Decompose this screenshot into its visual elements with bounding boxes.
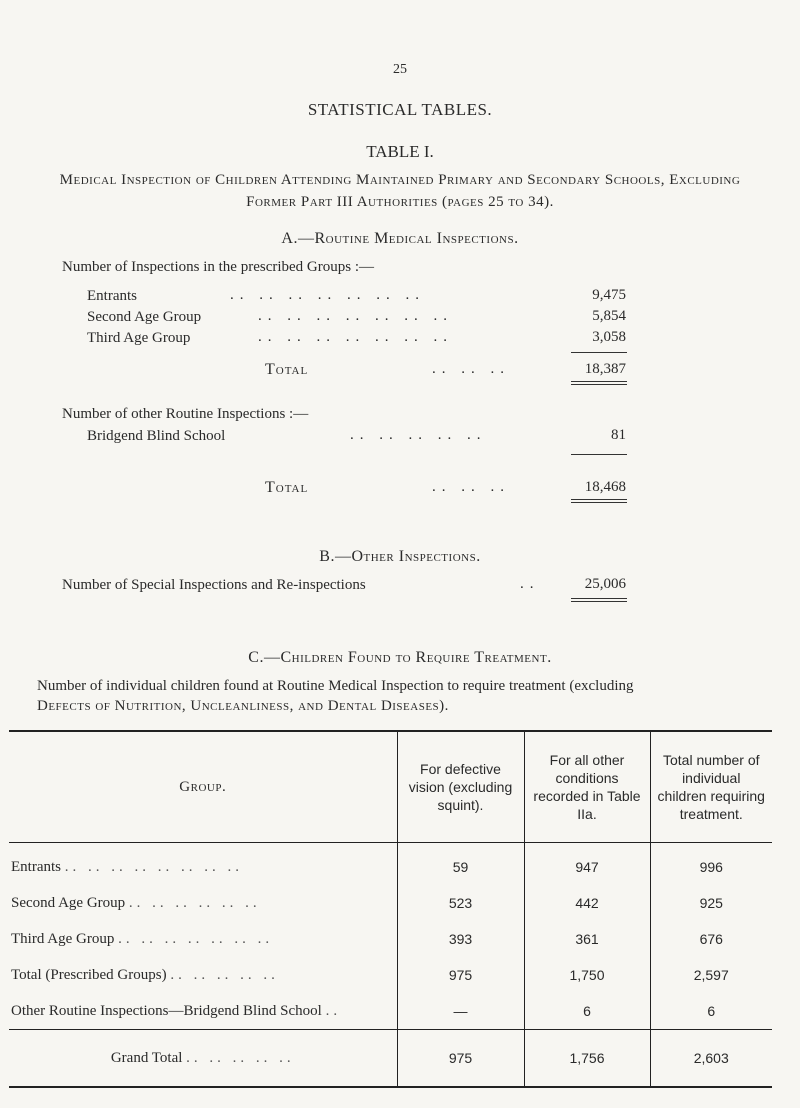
double-rule [571, 598, 627, 602]
cell-vision: 393 [397, 921, 524, 957]
row-group-label: Grand Total [110, 1049, 183, 1066]
section-c-desc-line1: Number of individual children found at Routine Medical Inspection to require treatment (excluding [37, 678, 634, 694]
cell-vision: 975 [397, 957, 524, 993]
table-subtitle-line2: Former Part III Authorities (pages 25 to 34). [246, 194, 554, 210]
leader-dots: .. .. .. [432, 361, 510, 377]
other-label-bridgend: Bridgend Blind School [87, 428, 226, 444]
leader-dots: .. .. .. .. .. .. .. [230, 287, 425, 303]
special-inspections-value: 25,006 [584, 576, 626, 592]
table-title: TABLE I. [366, 142, 434, 161]
section-c-title: C.—Children Found to Require Treatment. [248, 649, 552, 666]
table-row: Total (Prescribed Groups) .. .. .. .. .. 975 1,750 2,597 [9, 957, 772, 993]
grand-total-label: Total [265, 479, 309, 496]
cell-total: 2,603 [650, 1030, 772, 1088]
cell-total: 996 [650, 843, 772, 886]
row-group-label: Third Age Group [11, 930, 115, 947]
leader-dots: .. .. .. .. .. .. .. [258, 308, 453, 324]
page-number: 25 [393, 62, 407, 77]
row-group-label: Other Routine Inspections—Bridgend Blind School [11, 1002, 322, 1019]
group-label-second-age: Second Age Group [87, 309, 202, 325]
leader-dots: .. [520, 576, 540, 592]
table-subtitle-line1: Medical Inspection of Children Attending Maintained Primary and Secondary Schools, Excluding [59, 172, 741, 188]
cell-vision: 59 [397, 843, 524, 886]
cell-total: 2,597 [650, 957, 772, 993]
group-label-third-age: Third Age Group [87, 330, 191, 346]
cell-other: 361 [524, 921, 650, 957]
row-group-label: Total (Prescribed Groups) [11, 966, 167, 983]
header-group: Group. [9, 731, 397, 843]
grand-total-row: Grand Total .. .. .. .. .. 975 1,756 2,603 [9, 1030, 772, 1088]
sum-rule [571, 352, 627, 353]
sum-rule [571, 454, 627, 455]
cell-vision: 523 [397, 885, 524, 921]
leader-dots: .. .. .. [432, 479, 510, 495]
treatment-table [9, 730, 772, 1088]
cell-total: 925 [650, 885, 772, 921]
section-a-title: A.—Routine Medical Inspections. [281, 230, 519, 247]
row-group-label: Entrants [11, 858, 61, 875]
cell-vision: — [397, 993, 524, 1030]
group-label-entrants: Entrants [87, 288, 137, 304]
cell-other: 442 [524, 885, 650, 921]
section-a-intro: Number of Inspections in the prescribed Groups :— [62, 259, 375, 275]
grand-total-value: 18,468 [584, 479, 626, 495]
cell-other: 1,756 [524, 1030, 650, 1088]
special-inspections-label: Number of Special Inspections and Re-inspections [62, 577, 366, 593]
cell-other: 6 [524, 993, 650, 1030]
header-defective-vision: For defective vision (excluding squint). [397, 731, 524, 843]
total-label: Total [265, 361, 309, 378]
table-row: Second Age Group .. .. .. .. .. .. 523 442 925 [9, 885, 772, 921]
page-heading: STATISTICAL TABLES. [307, 100, 493, 119]
double-rule [571, 381, 627, 385]
total-value: 18,387 [584, 361, 626, 377]
cell-total: 6 [650, 993, 772, 1030]
cell-total: 676 [650, 921, 772, 957]
table-row: Other Routine Inspections—Bridgend Blind School .. — 6 6 [9, 993, 772, 1030]
leader-dots: .. .. .. .. .. [350, 427, 487, 443]
other-value-bridgend: 81 [611, 427, 626, 443]
cell-vision: 975 [397, 1030, 524, 1088]
section-c-desc-line2: Defects of Nutrition, Uncleanliness, and Dental Diseases). [37, 698, 449, 714]
header-total-children: Total number of individual children requiring treatment. [650, 731, 772, 843]
double-rule [571, 499, 627, 503]
section-b-title: B.—Other Inspections. [319, 548, 481, 565]
group-value-third-age: 3,058 [592, 329, 626, 345]
cell-other: 1,750 [524, 957, 650, 993]
table-row: Third Age Group .. .. .. .. .. .. .. 393 361 676 [9, 921, 772, 957]
header-other-conditions: For all other conditions recorded in Table IIa. [524, 731, 650, 843]
cell-other: 947 [524, 843, 650, 886]
other-intro: Number of other Routine Inspections :— [62, 406, 309, 422]
row-group-label: Second Age Group [11, 894, 126, 911]
group-value-second-age: 5,854 [592, 308, 626, 324]
table-row: Entrants .. .. .. .. .. .. .. .. 59 947 996 [9, 843, 772, 886]
group-value-entrants: 9,475 [592, 287, 626, 303]
leader-dots: .. .. .. .. .. .. .. [258, 329, 453, 345]
